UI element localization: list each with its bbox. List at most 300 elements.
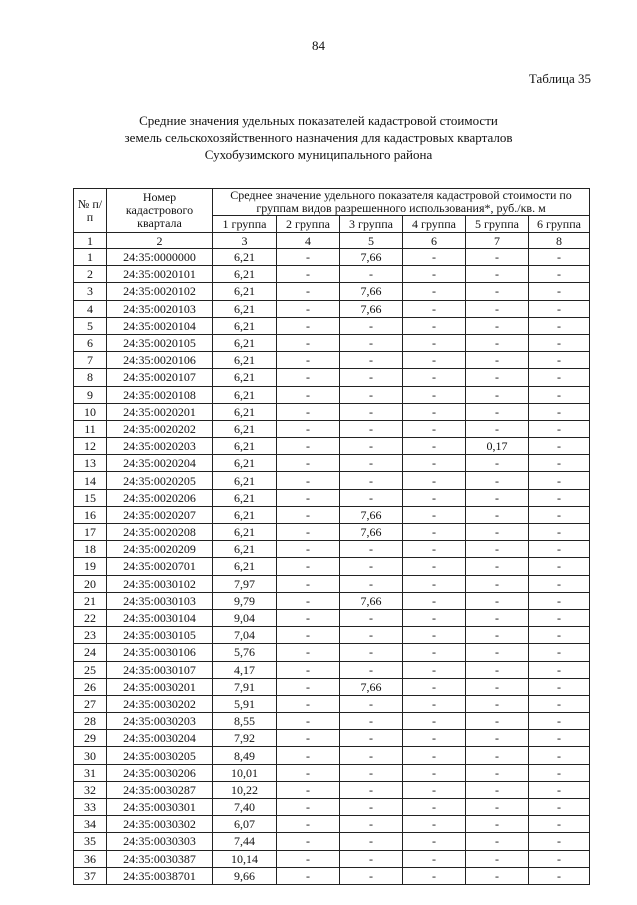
row-number: 8 xyxy=(74,369,107,386)
group-5-value: - xyxy=(466,266,529,283)
group-2-value: - xyxy=(277,455,340,472)
group-3-value: - xyxy=(340,799,403,816)
group-4-value: - xyxy=(403,266,466,283)
quarter-number: 24:35:0020103 xyxy=(107,300,213,317)
group-1-value: 6,21 xyxy=(213,386,277,403)
group-5-value: - xyxy=(466,713,529,730)
group-1-value: 6,21 xyxy=(213,455,277,472)
group-5-value: - xyxy=(466,369,529,386)
group-4-value: - xyxy=(403,455,466,472)
table-row xyxy=(74,609,590,626)
page-number: 84 xyxy=(312,38,325,53)
group-5-value: - xyxy=(466,627,529,644)
row-number: 23 xyxy=(74,627,107,644)
group-6-value: - xyxy=(529,455,590,472)
group-2-value: - xyxy=(277,352,340,369)
group-1-value: 6,21 xyxy=(213,369,277,386)
group-2-value: - xyxy=(277,609,340,626)
group-3-value: - xyxy=(340,352,403,369)
group-5-value: - xyxy=(466,867,529,884)
table-row xyxy=(74,747,590,764)
table-body xyxy=(74,249,590,885)
group-3-value: 7,66 xyxy=(340,300,403,317)
group-4-value: - xyxy=(403,317,466,334)
group-6-value: - xyxy=(529,317,590,334)
quarter-number: 24:35:0030103 xyxy=(107,592,213,609)
table-row xyxy=(74,799,590,816)
group-3-value: 7,66 xyxy=(340,524,403,541)
table-row xyxy=(74,678,590,695)
title-line-3: Сухобузимского муниципального района xyxy=(204,147,433,162)
header-avg-value: Среднее значение удельного показателя кадастровой стоимости по группам видов разрешенного использования*, руб./кв. м xyxy=(213,189,590,216)
group-5-value: - xyxy=(466,575,529,592)
table-row xyxy=(74,713,590,730)
quarter-number: 24:35:0020105 xyxy=(107,334,213,351)
group-5-value: - xyxy=(466,455,529,472)
group-6-value: - xyxy=(529,438,590,455)
table-row xyxy=(74,867,590,884)
group-1-value: 6,21 xyxy=(213,249,277,266)
row-number: 35 xyxy=(74,833,107,850)
header-index-4: 4 xyxy=(277,233,340,249)
group-6-value: - xyxy=(529,713,590,730)
group-4-value: - xyxy=(403,781,466,798)
row-number: 30 xyxy=(74,747,107,764)
group-1-value: 6,21 xyxy=(213,283,277,300)
quarter-number: 24:35:0030107 xyxy=(107,661,213,678)
header-num: № п/п xyxy=(74,189,107,233)
table-row xyxy=(74,850,590,867)
group-4-value: - xyxy=(403,661,466,678)
group-3-value: - xyxy=(340,730,403,747)
header-index-1: 1 xyxy=(74,233,107,249)
group-3-value: - xyxy=(340,644,403,661)
title-line-1: Средние значения удельных показателей кадастровой стоимости xyxy=(139,113,498,128)
row-number: 5 xyxy=(74,317,107,334)
quarter-number: 24:35:0020108 xyxy=(107,386,213,403)
table-row xyxy=(74,644,590,661)
group-5-value: - xyxy=(466,747,529,764)
quarter-number: 24:35:0038701 xyxy=(107,867,213,884)
group-2-value: - xyxy=(277,369,340,386)
group-5-value: - xyxy=(466,524,529,541)
row-number: 32 xyxy=(74,781,107,798)
row-number: 17 xyxy=(74,524,107,541)
group-4-value: - xyxy=(403,334,466,351)
row-number: 28 xyxy=(74,713,107,730)
group-3-value: - xyxy=(340,609,403,626)
group-6-value: - xyxy=(529,249,590,266)
group-2-value: - xyxy=(277,541,340,558)
group-1-value: 6,07 xyxy=(213,816,277,833)
group-2-value: - xyxy=(277,678,340,695)
group-2-value: - xyxy=(277,472,340,489)
group-6-value: - xyxy=(529,369,590,386)
group-4-value: - xyxy=(403,472,466,489)
group-6-value: - xyxy=(529,695,590,712)
group-5-value: - xyxy=(466,644,529,661)
group-6-value: - xyxy=(529,627,590,644)
group-3-value: - xyxy=(340,266,403,283)
group-3-value: 7,66 xyxy=(340,249,403,266)
cadastral-value-table xyxy=(73,188,590,885)
group-5-value: - xyxy=(466,541,529,558)
group-2-value: - xyxy=(277,644,340,661)
row-number: 36 xyxy=(74,850,107,867)
group-3-value: 7,66 xyxy=(340,506,403,523)
row-number: 37 xyxy=(74,867,107,884)
table-row xyxy=(74,352,590,369)
group-2-value: - xyxy=(277,713,340,730)
group-5-value: - xyxy=(466,472,529,489)
group-1-value: 6,21 xyxy=(213,489,277,506)
header-quarter: Номер кадастрового квартала xyxy=(107,189,213,233)
group-2-value: - xyxy=(277,747,340,764)
table-row xyxy=(74,506,590,523)
quarter-number: 24:35:0020201 xyxy=(107,403,213,420)
group-3-value: - xyxy=(340,369,403,386)
group-1-value: 6,21 xyxy=(213,352,277,369)
quarter-number: 24:35:0030104 xyxy=(107,609,213,626)
row-number: 33 xyxy=(74,799,107,816)
quarter-number: 24:35:0020209 xyxy=(107,541,213,558)
group-1-value: 9,66 xyxy=(213,867,277,884)
group-6-value: - xyxy=(529,300,590,317)
group-5-value: - xyxy=(466,695,529,712)
table-row xyxy=(74,283,590,300)
group-6-value: - xyxy=(529,489,590,506)
group-1-value: 6,21 xyxy=(213,300,277,317)
row-number: 6 xyxy=(74,334,107,351)
group-1-value: 5,91 xyxy=(213,695,277,712)
group-4-value: - xyxy=(403,850,466,867)
group-3-value: - xyxy=(340,575,403,592)
group-5-value: - xyxy=(466,764,529,781)
header-index-2: 2 xyxy=(107,233,213,249)
row-number: 4 xyxy=(74,300,107,317)
quarter-number: 24:35:0000000 xyxy=(107,249,213,266)
group-6-value: - xyxy=(529,334,590,351)
table-row xyxy=(74,266,590,283)
row-number: 11 xyxy=(74,420,107,437)
row-number: 3 xyxy=(74,283,107,300)
group-6-value: - xyxy=(529,403,590,420)
group-6-value: - xyxy=(529,799,590,816)
group-3-value: - xyxy=(340,833,403,850)
table-row xyxy=(74,489,590,506)
quarter-number: 24:35:0020207 xyxy=(107,506,213,523)
group-4-value: - xyxy=(403,283,466,300)
group-2-value: - xyxy=(277,867,340,884)
quarter-number: 24:35:0020101 xyxy=(107,266,213,283)
group-5-value: - xyxy=(466,609,529,626)
group-6-value: - xyxy=(529,661,590,678)
group-4-value: - xyxy=(403,420,466,437)
group-5-value: - xyxy=(466,678,529,695)
group-5-value: 0,17 xyxy=(466,438,529,455)
group-3-value: - xyxy=(340,420,403,437)
group-4-value: - xyxy=(403,816,466,833)
group-6-value: - xyxy=(529,833,590,850)
group-3-value: - xyxy=(340,541,403,558)
quarter-number: 24:35:0030287 xyxy=(107,781,213,798)
group-1-value: 6,21 xyxy=(213,472,277,489)
row-number: 2 xyxy=(74,266,107,283)
group-1-value: 6,21 xyxy=(213,266,277,283)
group-4-value: - xyxy=(403,730,466,747)
group-6-value: - xyxy=(529,747,590,764)
group-2-value: - xyxy=(277,249,340,266)
group-4-value: - xyxy=(403,524,466,541)
header-index-3: 3 xyxy=(213,233,277,249)
table-row xyxy=(74,420,590,437)
group-6-value: - xyxy=(529,420,590,437)
quarter-number: 24:35:0020208 xyxy=(107,524,213,541)
group-2-value: - xyxy=(277,438,340,455)
quarter-number: 24:35:0030105 xyxy=(107,627,213,644)
group-1-value: 5,76 xyxy=(213,644,277,661)
quarter-number: 24:35:0030106 xyxy=(107,644,213,661)
group-2-value: - xyxy=(277,764,340,781)
table-row xyxy=(74,695,590,712)
group-2-value: - xyxy=(277,850,340,867)
table-row xyxy=(74,524,590,541)
group-4-value: - xyxy=(403,867,466,884)
group-5-value: - xyxy=(466,334,529,351)
group-2-value: - xyxy=(277,592,340,609)
row-number: 34 xyxy=(74,816,107,833)
group-4-value: - xyxy=(403,575,466,592)
group-1-value: 6,21 xyxy=(213,420,277,437)
group-3-value: - xyxy=(340,781,403,798)
table-row xyxy=(74,334,590,351)
table-row xyxy=(74,558,590,575)
group-5-value: - xyxy=(466,592,529,609)
group-3-value: - xyxy=(340,661,403,678)
group-4-value: - xyxy=(403,713,466,730)
group-4-value: - xyxy=(403,747,466,764)
quarter-number: 24:35:0020102 xyxy=(107,283,213,300)
row-number: 26 xyxy=(74,678,107,695)
row-number: 20 xyxy=(74,575,107,592)
quarter-number: 24:35:0030201 xyxy=(107,678,213,695)
group-2-value: - xyxy=(277,695,340,712)
group-2-value: - xyxy=(277,283,340,300)
header-group-5: 5 группа xyxy=(466,216,529,233)
group-4-value: - xyxy=(403,764,466,781)
group-6-value: - xyxy=(529,644,590,661)
group-3-value: - xyxy=(340,558,403,575)
group-1-value: 6,21 xyxy=(213,524,277,541)
header-group-6: 6 группа xyxy=(529,216,590,233)
group-5-value: - xyxy=(466,781,529,798)
group-6-value: - xyxy=(529,575,590,592)
quarter-number: 24:35:0020106 xyxy=(107,352,213,369)
table-row xyxy=(74,833,590,850)
group-3-value: - xyxy=(340,695,403,712)
group-3-value: - xyxy=(340,747,403,764)
table-row xyxy=(74,661,590,678)
group-3-value: - xyxy=(340,489,403,506)
group-4-value: - xyxy=(403,799,466,816)
table-row xyxy=(74,730,590,747)
row-number: 18 xyxy=(74,541,107,558)
row-number: 22 xyxy=(74,609,107,626)
group-2-value: - xyxy=(277,799,340,816)
group-1-value: 6,21 xyxy=(213,438,277,455)
row-number: 1 xyxy=(74,249,107,266)
group-2-value: - xyxy=(277,816,340,833)
group-1-value: 7,04 xyxy=(213,627,277,644)
group-4-value: - xyxy=(403,300,466,317)
group-1-value: 9,79 xyxy=(213,592,277,609)
group-6-value: - xyxy=(529,764,590,781)
group-3-value: 7,66 xyxy=(340,592,403,609)
header-index-7: 7 xyxy=(466,233,529,249)
table-row xyxy=(74,369,590,386)
row-number: 19 xyxy=(74,558,107,575)
group-5-value: - xyxy=(466,403,529,420)
group-3-value: - xyxy=(340,867,403,884)
group-6-value: - xyxy=(529,472,590,489)
group-6-value: - xyxy=(529,816,590,833)
quarter-number: 24:35:0030301 xyxy=(107,799,213,816)
group-4-value: - xyxy=(403,558,466,575)
group-2-value: - xyxy=(277,489,340,506)
group-5-value: - xyxy=(466,386,529,403)
row-number: 13 xyxy=(74,455,107,472)
row-number: 24 xyxy=(74,644,107,661)
group-4-value: - xyxy=(403,369,466,386)
group-2-value: - xyxy=(277,403,340,420)
group-6-value: - xyxy=(529,283,590,300)
header-group-1: 1 группа xyxy=(213,216,277,233)
group-4-value: - xyxy=(403,627,466,644)
group-6-value: - xyxy=(529,609,590,626)
group-2-value: - xyxy=(277,266,340,283)
table-row xyxy=(74,575,590,592)
row-number: 12 xyxy=(74,438,107,455)
row-number: 15 xyxy=(74,489,107,506)
group-2-value: - xyxy=(277,661,340,678)
title-line-2: земель сельскохозяйственного назначения для кадастровых кварталов xyxy=(124,130,513,145)
group-5-value: - xyxy=(466,661,529,678)
group-2-value: - xyxy=(277,386,340,403)
quarter-number: 24:35:0030206 xyxy=(107,764,213,781)
group-1-value: 6,21 xyxy=(213,403,277,420)
group-5-value: - xyxy=(466,249,529,266)
group-3-value: 7,66 xyxy=(340,283,403,300)
group-1-value: 10,22 xyxy=(213,781,277,798)
table-row xyxy=(74,300,590,317)
group-4-value: - xyxy=(403,541,466,558)
quarter-number: 24:35:0030387 xyxy=(107,850,213,867)
group-3-value: 7,66 xyxy=(340,678,403,695)
row-number: 29 xyxy=(74,730,107,747)
quarter-number: 24:35:0030204 xyxy=(107,730,213,747)
table-row xyxy=(74,781,590,798)
group-4-value: - xyxy=(403,403,466,420)
group-5-value: - xyxy=(466,506,529,523)
group-5-value: - xyxy=(466,300,529,317)
group-6-value: - xyxy=(529,541,590,558)
group-1-value: 7,92 xyxy=(213,730,277,747)
group-3-value: - xyxy=(340,438,403,455)
group-2-value: - xyxy=(277,558,340,575)
group-1-value: 6,21 xyxy=(213,558,277,575)
group-1-value: 6,21 xyxy=(213,541,277,558)
group-5-value: - xyxy=(466,799,529,816)
row-number: 16 xyxy=(74,506,107,523)
row-number: 25 xyxy=(74,661,107,678)
group-1-value: 9,04 xyxy=(213,609,277,626)
group-2-value: - xyxy=(277,730,340,747)
quarter-number: 24:35:0020206 xyxy=(107,489,213,506)
group-1-value: 8,55 xyxy=(213,713,277,730)
group-6-value: - xyxy=(529,850,590,867)
row-number: 9 xyxy=(74,386,107,403)
group-4-value: - xyxy=(403,678,466,695)
table-row xyxy=(74,403,590,420)
group-2-value: - xyxy=(277,781,340,798)
group-3-value: - xyxy=(340,403,403,420)
group-5-value: - xyxy=(466,283,529,300)
group-3-value: - xyxy=(340,386,403,403)
group-5-value: - xyxy=(466,833,529,850)
group-3-value: - xyxy=(340,816,403,833)
header-index-6: 6 xyxy=(403,233,466,249)
header-index-5: 5 xyxy=(340,233,403,249)
group-2-value: - xyxy=(277,506,340,523)
group-4-value: - xyxy=(403,352,466,369)
table-row xyxy=(74,592,590,609)
quarter-number: 24:35:0020104 xyxy=(107,317,213,334)
table-row xyxy=(74,317,590,334)
group-3-value: - xyxy=(340,334,403,351)
group-6-value: - xyxy=(529,506,590,523)
group-2-value: - xyxy=(277,300,340,317)
group-2-value: - xyxy=(277,420,340,437)
group-5-value: - xyxy=(466,730,529,747)
quarter-number: 24:35:0030302 xyxy=(107,816,213,833)
group-6-value: - xyxy=(529,592,590,609)
group-1-value: 4,17 xyxy=(213,661,277,678)
table-row xyxy=(74,386,590,403)
table-row xyxy=(74,627,590,644)
table-title xyxy=(0,112,637,163)
group-6-value: - xyxy=(529,352,590,369)
group-6-value: - xyxy=(529,730,590,747)
group-6-value: - xyxy=(529,386,590,403)
group-1-value: 6,21 xyxy=(213,317,277,334)
header-index-8: 8 xyxy=(529,233,590,249)
group-2-value: - xyxy=(277,833,340,850)
group-6-value: - xyxy=(529,781,590,798)
row-number: 7 xyxy=(74,352,107,369)
group-5-value: - xyxy=(466,489,529,506)
group-6-value: - xyxy=(529,558,590,575)
row-number: 14 xyxy=(74,472,107,489)
group-5-value: - xyxy=(466,420,529,437)
group-6-value: - xyxy=(529,678,590,695)
group-1-value: 7,91 xyxy=(213,678,277,695)
table-row xyxy=(74,455,590,472)
group-1-value: 10,14 xyxy=(213,850,277,867)
group-4-value: - xyxy=(403,644,466,661)
group-4-value: - xyxy=(403,833,466,850)
row-number: 21 xyxy=(74,592,107,609)
group-6-value: - xyxy=(529,266,590,283)
